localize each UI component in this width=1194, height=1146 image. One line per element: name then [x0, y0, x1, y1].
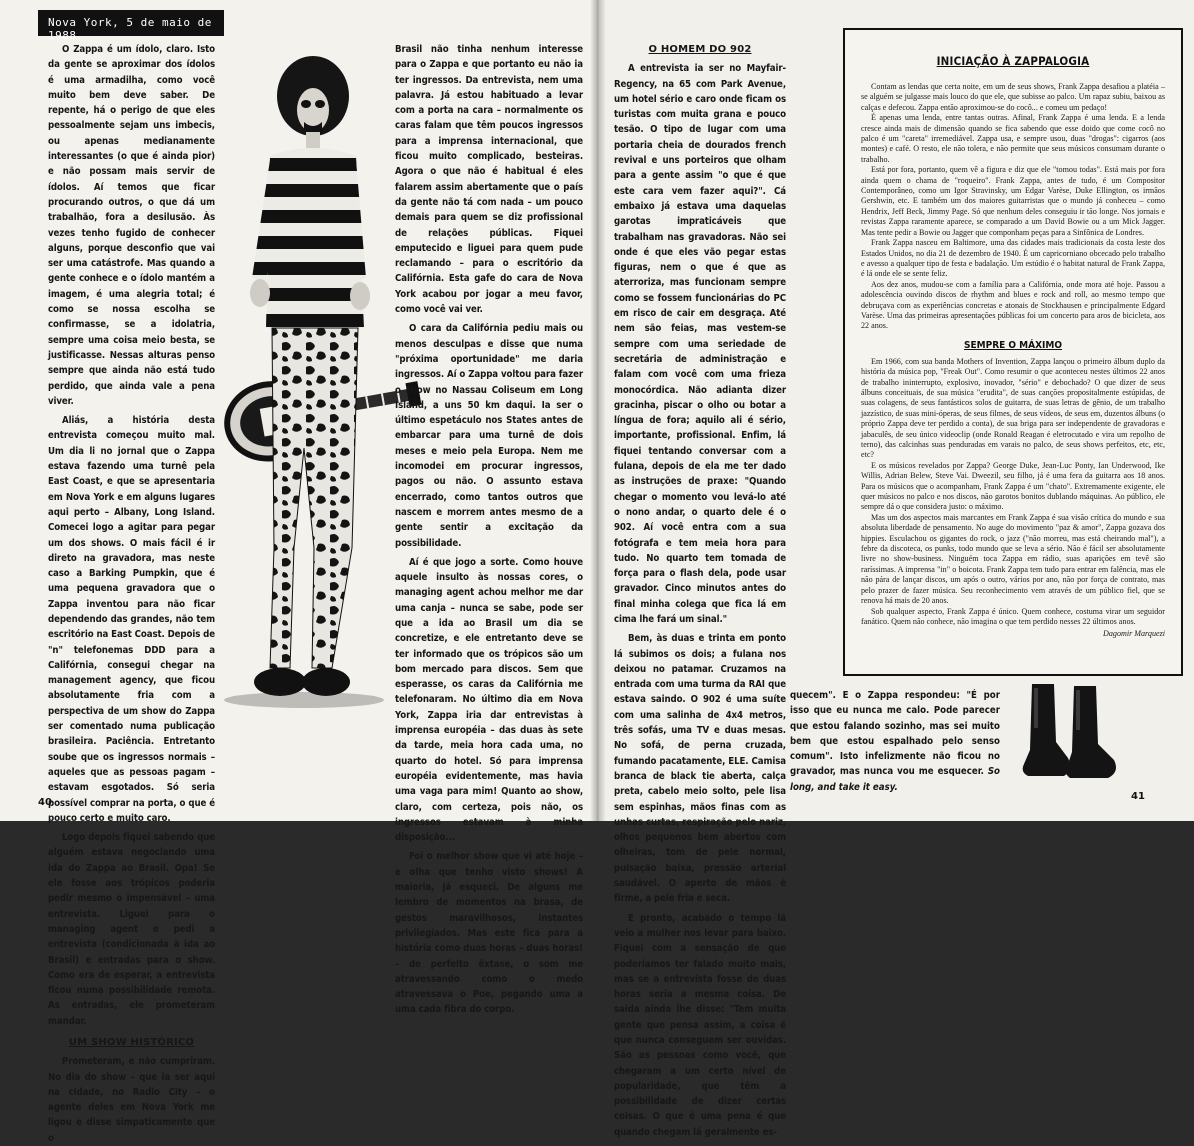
left-page [0, 0, 597, 1144]
spine-shadow [590, 0, 606, 821]
article-column-3 [614, 42, 786, 1138]
dateline: Nova York, 5 de maio de 1988. [38, 10, 224, 36]
tail-signoff: So long, and take it easy. [790, 766, 1000, 793]
paragraph: Aí é que jogo a sorte. Como houve aquele insulto às nossas cores, o managing agent achou melhor me dar uma canja – nunca se sabe, pode ser que a ida ao Brasil um dia se concretize, e ele entretanto deve se ter informado que os trópicos são um bom mercado para discos. Sem que esperasse, os caras da Califórnia me telefonaram. No último dia em Nova York, Zappa iria dar entrevistas à imprensa européia – das duas às sete da tarde, meia hora cada uma, no quarto do hotel. Só para imprensa européia evidentemente, mas havia uma vaga para mim! Quanto ao show, claro, com certeza, pois não, os ingressos estavam à minha disposição... [395, 556, 583, 844]
sidebar-paragraph: Aos dez anos, mudou-se com a família para a Califórnia, onde mora até hoje. Passou a adolescência ouvindo discos de rhythm and blues e rock and roll, ao mesmo tempo que debruçava com as experiências concretas e atonais de Stockhausen e principalmente Edgard Varèse. Uma das primeiras apresentações públicas foi um concerto para aros de bicicleta, aos 22 anos. [861, 279, 1165, 331]
sidebar-signature: Dagomir Marquezi [1103, 629, 1165, 639]
sidebar-paragraph: Sob qualquer aspecto, Frank Zappa é único. Quem conhece, costuma virar um seguidor fanático. Quem não conhece, não imagina o que tem perdido nesses 22 últimos anos. [861, 606, 1165, 626]
paragraph: Logo depois fiquei sabendo que alguém estava negociando uma ida do Zappa ao Brasil. Opa! Se ele fosse aos trópicos poderia pedir mesmo o impensável – uma entrevista. Liguei para o managing agent e pedi a entrevista (condicionada à ida ao Brasil) e entradas para o show. Como era de esperar, a entrevista ficou numa possibilidade remota. As entradas, ele prometeram mandar. [48, 832, 215, 1027]
section-heading: O HOMEM DO 902 [648, 44, 752, 55]
sidebar-subtitle: SEMPRE O MÁXIMO [964, 339, 1062, 351]
page-number-right: 41 [1131, 791, 1145, 802]
article-tail [790, 688, 1000, 795]
boots-illustration [1010, 680, 1130, 792]
sidebar-title: INICIAÇÃO À ZAPPALOGIA [936, 54, 1090, 68]
section-heading: UM SHOW HISTÓRICO [68, 1037, 195, 1048]
paragraph: O Zappa é um ídolo, claro. Isto da gente se aproximar dos ídolos é uma armadilha, como você muito bem deve saber. De repente, há o perigo de que eles pessoalmente sejam uns imbecis, ou apenas medianamente interessantes (o que é ainda pior) e não possam mais servir de ídolos. Aí temos que ficar procurando outros, o que dá um trabalhão, fora a desilusão. Às vezes tenho fugido de conhecer alguns, porque desconfio que vai ser uma catástrofe. Mas quando a gente conhece e o ídolo mantém a imagem, é uma alegria total; é como se nossa escolha se confirmasse, se a idolatria, sempre uma coisa meio besta, se justificasse. Nessas alturas penso sempre que ainda não está tudo perdido, que ainda vale a pena viver. [48, 44, 215, 407]
tail-text: quecem". E o Zappa respondeu: "É por isso que eu nunca me calo. Pode parecer que estou falando sozinho, mas sei muito bem que estou espalhado pelo senso comum". Isto infelizmente não ficou no gravador, mas nunca vou me esquecer. [790, 690, 1000, 778]
paragraph: Aliás, a história desta entrevista começou muito mal. Um dia li no jornal que o Zappa estava fazendo uma turnê pela East Coast, e que se apresentaria em Nova York e em alguns lugares aqui perto – Albany, Long Island. Comecei logo a agitar para pegar um dos shows. O mais fácil é ir direto na gravadora, mas neste caso a Barking Pumpkin, que é uma pequena gravadora que o Zappa inventou para não ficar dependendo das grandes, não tem escritório na East Coast. Depois de "n" telefonemas DDD para a Califórnia, consegui chegar na management agency, que ficou absolutamente fria com a perspectiva de um show do Zappa ser comentado numa publicação brasileira. Paciência. Entretanto soube que os ingressos normais – aqueles que as pessoas pagam – estavam esgotados. Só seria possível comprar na porta, o que é pouco certo e muito caro. [48, 415, 215, 824]
paragraph: Foi o melhor show que vi até hoje – e olha que tenho visto shows! A maioria, já esqueci. De alguns me lembro de momentos na brasa, de gestos maravilhosos, instantes privilegiados. Mas este fica para a história como duas horas – duas horas! – de perfeito êxtase, o som me atravessando como o medo atravessava o Poe, pegando uma a uma cada fibra do corpo. [395, 851, 583, 1016]
paragraph: Brasil não tinha nenhum interesse para o Zappa e que portanto eu não ia ter ingressos. Da entrevista, nem uma palavra. Já estou habituado a levar com a porta na cara – normalmente os caras falam que têm poucos ingressos para a imprensa internacional, que ficou muito complicado, besteiras. Agora o que não é habitual é eles falarem assim abertamente que o país da gente não tá com nada – um pouco demais para quem se diz profissional de relações públicas. Fiquei emputecido e liguei para quem pude reclamando – para o escritório da Califórnia. Esta gafe do cara de Nova York acabou por jogar a meu favor, como você vai ver. [395, 44, 583, 316]
article-column-2 [395, 42, 583, 1016]
sidebar-paragraph: Em 1966, com sua banda Mothers of Invention, Zappa lançou o primeiro álbum duplo da história da música pop, "Freak Out". Como resumir o que aconteceu nestes últimos 22 anos de trabalho ininterrupto, explosivo, inovador, "sério" e debochado? O que dizer de seus álbuns conceituais, de sua música "erudita", de suas canções propositalmente estúpidas, de suas colagens, de seus fantásticos solos de guitarra, de suas letras de gênio, de um trabalho jazzístico, de suas mini-óperas, de seus filmes, de seus vídeos, de seus em, duzentos álbuns (o próprio Zappa deve ter perdido a conta), de sua briga para ser independente de gravadoras e jabaculês, de seu único videoclip (onde Ronald Reagan é eletrocutado e vira um repolho de terno), das calcinhas suas penduradas em varais no palco, de seus shows perfeitos, etc, etc, etc? [861, 356, 1165, 460]
article-column-1 [48, 42, 215, 1144]
sidebar-paragraph: É apenas uma lenda, entre tantas outras. Afinal, Frank Zappa é uma lenda. E a lenda cresce ainda mais de dimensão quando se fica sabendo que esse doido que come cocô no palco é um "careta" irremediável. Zappa usa, e sempre usou, duas "drogas": cigarros (aos montes) e café. O resto, ele não tolera, e não permite que seus músicos consumam durante o trabalho. [861, 113, 1165, 164]
paragraph: O cara da Califórnia pediu mais ou menos desculpas e disse que numa "próxima oportunidade" me daria ingressos. Aí o Zappa voltou para fazer o show no Nassau Coliseum em Long Island, a uns 50 km daqui. Ia ser o último espetáculo nos States antes de embarcar para uma turnê de dois meses e meio pela Europa. Nem me incomodei em procurar ingressos, pagos ou não. O assunto estava encerrado, como tantos outros que nascem e morrem antes mesmo de a gente sentir a excitação da possibilidade. [395, 323, 583, 549]
sidebar-box [843, 28, 1183, 676]
paragraph: A entrevista ia ser no Mayfair-Regency, na 65 com Park Avenue, um hotel sério e caro onde ficam os turistas com muita grana e pouco tesão. O tipo de lugar com uma portaria cheia de dourados french revival e uns porteiros que olham para a gente assim "o que é que este cara vem fazer aqui?". Cá embaixo já estava uma daquelas garotas impraticáveis que trabalham nas gravadoras. Não sei onde é que eles vão pegar estas figuras, nem o que é que as aterroriza, mas funcionam sempre como se fossem funcionárias do PC em risco de cair em desgraça. Até nem são feias, mas vestem-se sempre com uma seriedade de secretária de administração e falam com você com uma frieza monocórdica. Não adianta dizer gracinha, piscar o olho ou botar a língua de fora; aquilo ali é sério, importante, profissional. Enfim, lá fiquei tentando conversar com a fulana, depois de ela me ter dado as instruções de praxe: "Quando chegar o momento vou levá-lo até o nono andar, o quarto dele é o 902. Aí você entra com a sua fotógrafa e tem meia hora para tudo. No quarto tem tomada de força para o flash dela, pode usar gravador. Cinco minutos antes do final minha colega que fica lá em cima lhe fará um sinal." [614, 63, 786, 625]
sidebar-paragraph: Contam as lendas que certa noite, em um de seus shows, Frank Zappa desafiou a platéia – se alguém se julgasse mais louco do que ele, que subisse ao palco. Um rapaz subiu, baixou as calças e defecou. Zappa então aproximou-se do cocô... e comeu um pedaço! [861, 82, 1165, 112]
musician-photo [208, 28, 418, 736]
paragraph: Prometeram, e não cumpriram. No dia do show – que ia ser aqui na cidade, no Radio City – o agente deles em Nova York me ligou e disse simpaticamente que o [48, 1056, 215, 1144]
paragraph: E pronto, acabado o tempo lá veio a mulher nos levar para baixo. Fiquei com a sensação de que poderíamos ter falado muito mais, mas se a entrevista fosse de duas horas seria a mesma coisa. De saída ainda lhe disse: "Tem muita gente que pensa assim, a coisa é que nunca conseguem ser ouvidas. São as pessoas como você, que chegaram a um certo nível de popularidade, que têm a possibilidade de dizer certas coisas. O que é uma pena é que quando chegam lá geralmente es- [614, 912, 786, 1138]
sidebar-paragraph: Mas um dos aspectos mais marcantes em Frank Zappa é sua visão crítica do mundo e sua absoluta liberdade de pensamento. No auge do movimento "paz & amor", Zappa gozava dos hippies. Esculachou os gigantes do rock, o jazz ("não morreu, mas está cheirando mal"), a febre da discoteca, os punks, todo mundo que se leva a sério. Não é fácil ser absolutamente livre no show-business. Ninguém toca Zappa em rádio, suas aparições em tevê são raríssimas. A imprensa "in" o boicota. Frank Zappa tem tudo para entrar em falência, mas ele não pára de lançar discos, um após o outro, vários por ano, não por força de contrato, mas pelo prazer de fazer música. Seu reconhecimento vem através de um público fiel, que se renova há mais de 20 anos. [861, 512, 1165, 606]
sidebar-paragraph: Frank Zappa nasceu em Baltimore, uma das cidades mais tradicionais da costa leste dos Estados Unidos, no dia 21 de dezembro de 1940. É um capricorniano obcecado pelo trabalho e avesso a qualquer tipo de festa e badalação. Um estúdio é o habitat natural de Frank Zappa, é lá onde ele se sente feliz. [861, 238, 1165, 279]
paragraph: Bem, às duas e trinta em ponto lá subimos os dois; a fulana nos deixou no patamar. Cruzamos na entrada com uma turma da RAI que estava saindo. O 902 é uma suíte com uma salinha de 4x4 metros, três sofás, uma TV e duas mesas. No sofá, de perna cruzada, fumando pacatamente, ELE. Camisa branca de black tie aberta, calça preta, cabelo meio solto, pele lisa sem espinhas, mãos finas com as unhas curtas, respiração pelo nariz, olhos pequenos bem abertos com olheiras, tom de pele normal, pulsação baixa, pressão arterial saudável. O aperto de mãos é firme, a pele fria e seca. [614, 633, 786, 905]
sidebar-paragraph: Está por fora, portanto, quem vê a figura e diz que ele "tomou todas". Está mais por fora ainda quem o chama de "roqueiro". Frank Zappa, antes de tudo, é um Compositor Contemporâneo, como um Igor Stravinsky, um Edgar Varèse, Duke Ellington, os irmãos Gershwin, etc. E também um dos maiores guitarristas que o mundo já conheceu – como Hendrix, Jeff Beck, Jimmy Page. Só que nenhum deles conseguiu ir tão longe. Nos jornais e revistas Zappa raramente aparece, se comparado a um David Bowie ou a um Mick Jagger. Mas tente pedir a Bowie ou Jagger que componham peças para a Sinfônica de Londres. [861, 165, 1165, 237]
page-number-left: 40 [38, 797, 52, 808]
sidebar-paragraph: E os músicos revelados por Zappa? George Duke, Jean-Luc Ponty, Ian Underwood, Ike Willis, Adrian Belew, Steve Vai. Dweezil, seu filho, já é uma fera da guitarra aos 18 anos. Para os músicos que o acompanham, Frank Zappa é um "chato". Extremamente exigente, ele quer músicos no palco e nos discos, não garotos bonitos dublando máquinas. Ao público, ele sempre dá o que considera justo: o máximo. [861, 460, 1165, 512]
